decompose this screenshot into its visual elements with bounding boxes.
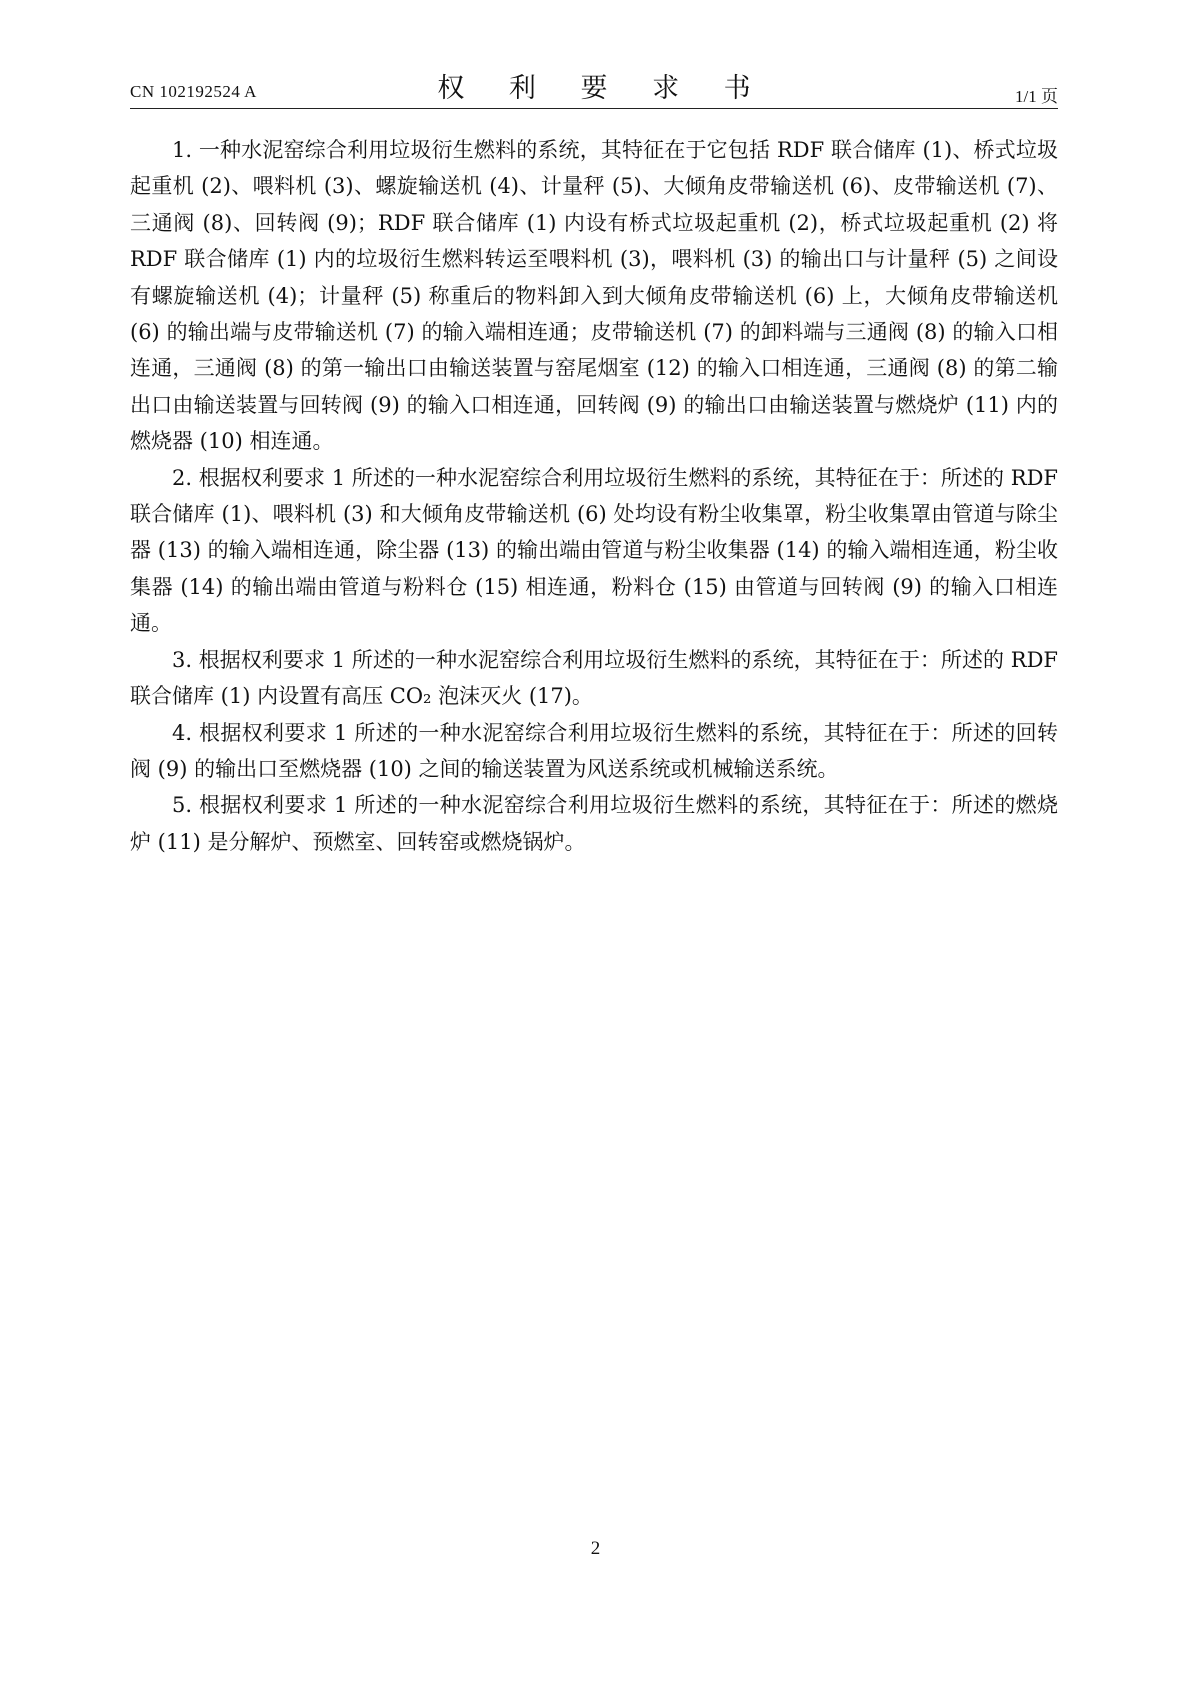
claims-body: [130, 132, 1058, 860]
page-number: 2: [590, 1538, 601, 1559]
claim-2: 2. 根据权利要求 1 所述的一种水泥窑综合利用垃圾衍生燃料的系统，其特征在于：所述的 RDF 联合储库 (1)、喂料机 (3) 和大倾角皮带输送机 (6) 处均设有粉尘收集罩，粉尘收集罩由管道与除尘器 (13) 的输入端相连通，除尘器 (13) 的输出端由管道与粉尘收集器 (14) 的输入端相连通，粉尘收集器 (14) 的输出端由管道与粉料仓 (15) 相连通，粉料仓 (15) 由管道与回转阀 (9) 的输入口相连通。: [130, 465, 1058, 636]
claim-1: 1. 一种水泥窑综合利用垃圾衍生燃料的系统，其特征在于它包括 RDF 联合储库 (1)、桥式垃圾起重机 (2)、喂料机 (3)、螺旋输送机 (4)、计量秤 (5)、大倾角皮带输送机 (6)、皮带输送机 (7)、三通阀 (8)、回转阀 (9)；RDF 联合储库 (1) 内设有桥式垃圾起重机 (2)，桥式垃圾起重机 (2) 将 RDF 联合储库 (1) 内的垃圾衍生燃料转运至喂料机 (3)，喂料机 (3) 的输出口与计量秤 (5) 之间设有螺旋输送机 (4)；计量秤 (5) 称重后的物料卸入到大倾角皮带输送机 (6) 上，大倾角皮带输送机 (6) 的输出端与皮带输送机 (7) 的输入端相连通；皮带输送机 (7) 的卸料端与三通阀 (8) 的输入口相连通，三通阀 (8) 的第一输出口由输送装置与窑尾烟室 (12) 的输入口相连通，三通阀 (8) 的第二输出口由输送装置与回转阀 (9) 的输入口相连通，回转阀 (9) 的输出口由输送装置与燃烧炉 (11) 内的燃烧器 (10) 相连通。: [130, 138, 1058, 454]
patent-number: CN 102192524 A: [130, 82, 257, 101]
page-indicator: 1/1 页: [1015, 87, 1058, 106]
header-divider: [130, 108, 1058, 109]
claim-4: 4. 根据权利要求 1 所述的一种水泥窑综合利用垃圾衍生燃料的系统，其特征在于：所述的回转阀 (9) 的输出口至燃烧器 (10) 之间的输送装置为风送系统或机械输送系统。: [130, 720, 1058, 781]
claim-3: 3. 根据权利要求 1 所述的一种水泥窑综合利用垃圾衍生燃料的系统，其特征在于：所述的 RDF 联合储库 (1) 内设置有高压 CO₂ 泡沫灭火 (17)。: [130, 647, 1058, 709]
claim-5: 5. 根据权利要求 1 所述的一种水泥窑综合利用垃圾衍生燃料的系统，其特征在于：所述的燃烧炉 (11) 是分解炉、预燃室、回转窑或燃烧锅炉。: [130, 793, 1058, 854]
page-header: [130, 66, 1058, 108]
document-title: 权 利 要 求 书: [437, 73, 769, 104]
